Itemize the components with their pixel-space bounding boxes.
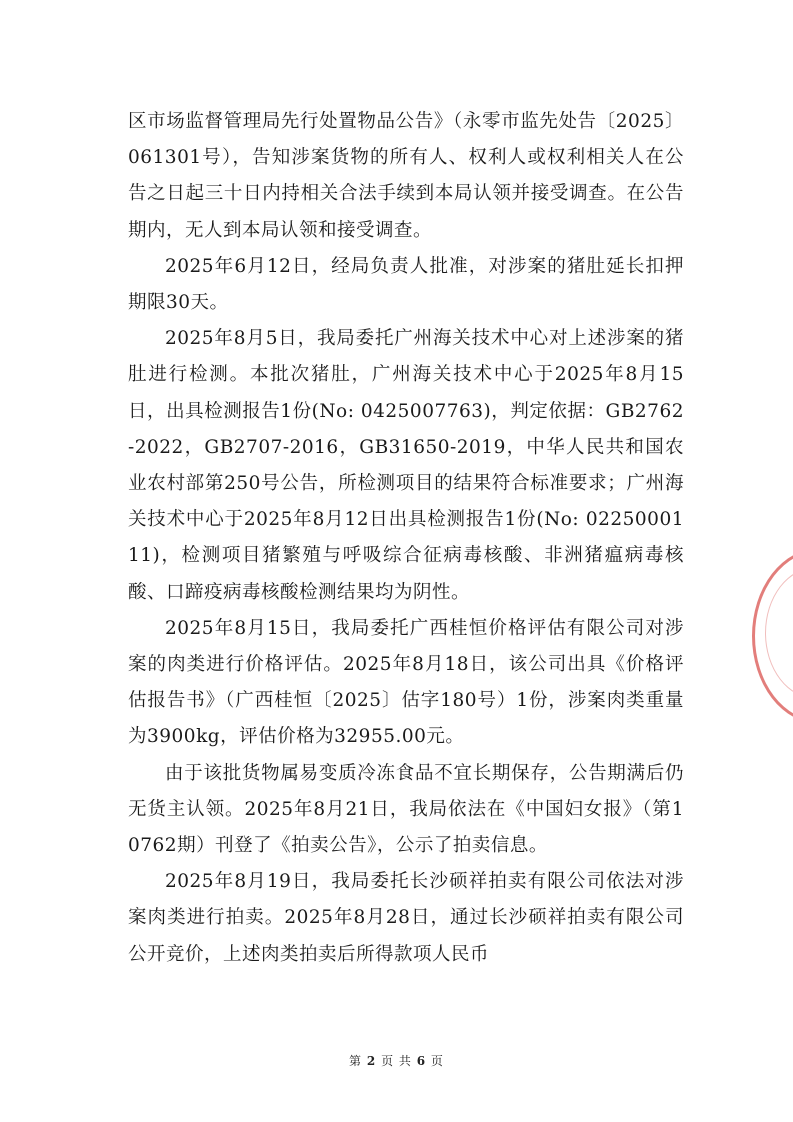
footer-suffix: 页: [430, 1054, 444, 1068]
current-page-number: 2: [366, 1054, 377, 1068]
paragraph-6: 2025年8月19日，我局委托长沙硕祥拍卖有限公司依法对涉案肉类进行拍卖。2025年8月28日，通过长沙硕祥拍卖有限公司公开竞价，上述肉类拍卖后所得款项人民币: [128, 871, 684, 965]
paragraph-3: 2025年8月5日，我局委托广州海关技术中心对上述涉案的猪肚进行检测。本批次猪肚，广州海关技术中心于2025年8月15日，出具检测报告1份(No: 0425007763)，判定依据：GB2762-2022，GB2707-2016，GB31650-2019，中华人民共和国农业农村部第250号公告，所检测项目的结果符合标准要求；广州海关技术中心于2025年8月12日出具检测报告1份(No: 0225000111)，检测项目猪繁殖与呼吸综合征病毒核酸、非洲猪瘟病毒核酸、口蹄疫病毒核酸检测结果均为阴性。: [128, 328, 684, 603]
official-seal-stamp: [752, 548, 793, 724]
paragraph-2: 2025年6月12日，经局负责人批准，对涉案的猪肚延长扣押期限30天。: [128, 255, 684, 314]
paragraph-5: 由于该批货物属易变质冷冻食品不宜长期保存，公告期满后仍无货主认领。2025年8月21日，我局依法在《中国妇女报》（第10762期）刊登了《拍卖公告》，公示了拍卖信息。: [128, 762, 684, 857]
seal-inner-ring: [765, 567, 793, 699]
paragraph-4: 2025年8月15日，我局委托广西桂恒价格评估有限公司对涉案的肉类进行价格评估。2025年8月18日，该公司出具《价格评估报告书》（广西桂恒〔2025〕估字180号）1份，涉案肉类重量为3900kg，评估价格为32955.00元。: [128, 617, 684, 748]
total-pages-number: 6: [416, 1054, 427, 1068]
footer-middle: 页 共: [381, 1054, 412, 1068]
footer-prefix: 第: [349, 1054, 363, 1068]
body-text: [128, 104, 684, 973]
page-footer: [0, 1052, 793, 1069]
paragraph-1: 区市场监督管理局先行处置物品公告》（永零市监先处告〔2025〕061301号），告知涉案货物的所有人、权利人或权利相关人在公告之日起三十日内持相关合法手续到本局认领并接受调查。在公告期内，无人到本局认领和接受调查。: [128, 111, 684, 241]
